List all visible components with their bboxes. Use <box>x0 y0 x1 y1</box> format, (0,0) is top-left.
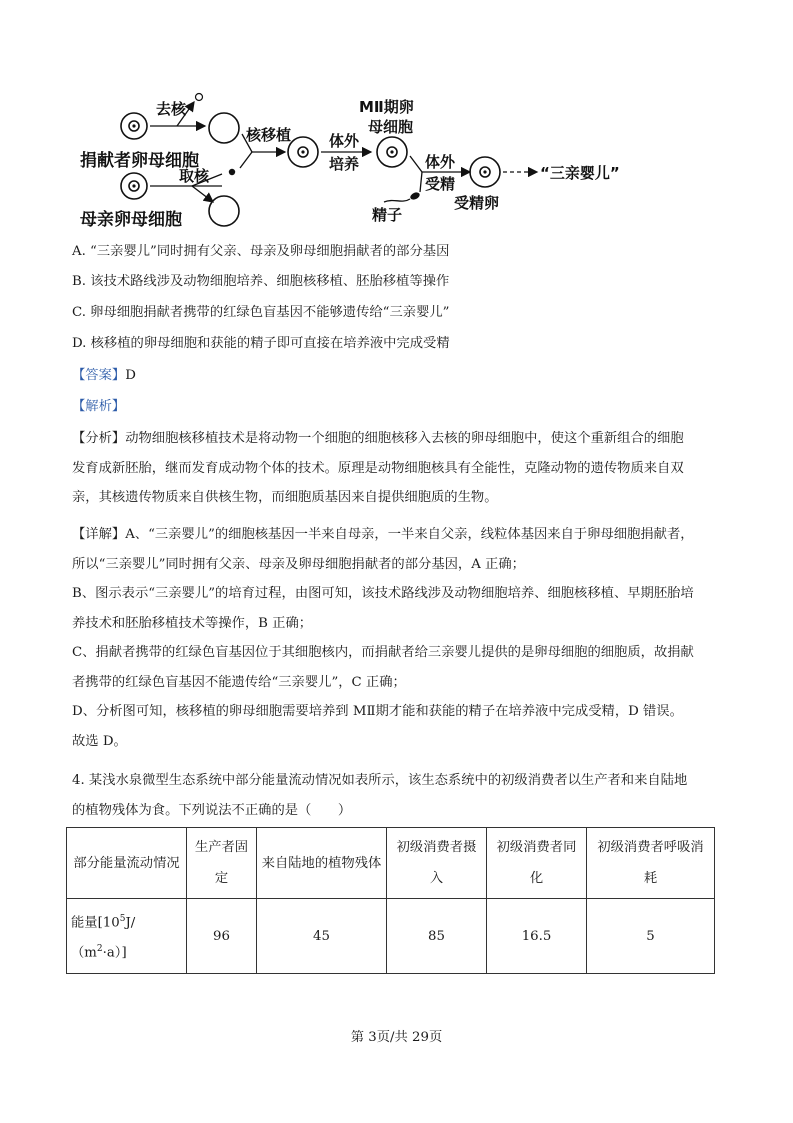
label-fert-top: 体外 <box>425 153 456 171</box>
diagram-svg <box>72 88 652 238</box>
mother-egg-remainder <box>209 196 239 226</box>
analysis-label <box>72 397 125 417</box>
answer-line <box>72 366 136 386</box>
fertilized-egg <box>470 157 500 187</box>
analysis-tag: 【解析】 <box>72 399 126 414</box>
table-row <box>67 899 715 974</box>
donor-egg-cell <box>121 113 147 139</box>
table-header-cell: 部分能量流动情况 <box>67 828 187 899</box>
row-label-cell <box>67 899 187 974</box>
question-4 <box>72 766 722 825</box>
table-cell: 16.5 <box>487 899 587 974</box>
table-header-cell: 生产者固定 <box>187 828 257 899</box>
label-donor: 捐献者卵母细胞 <box>80 151 199 171</box>
option-c: C. 卵母细胞捐献者携带的红绿色盲基因不能够遗传给“三亲婴儿” <box>72 305 450 320</box>
answer-label: 【答案】 <box>72 368 126 383</box>
mii-egg <box>377 137 407 167</box>
fenxi-line-1 <box>72 424 722 454</box>
label-culture-top: 体外 <box>329 132 360 150</box>
reconstructed-egg <box>288 137 318 167</box>
xiangjie-line-6: 者携带的红绿色盲基因不能遗传给“三亲婴儿”，C 正确； <box>72 674 406 690</box>
fert-merge-bottom <box>420 172 422 192</box>
fert-merge-top <box>410 156 422 172</box>
q4-line-1: 4. 某浅水泉微型生态系统中部分能量流动情况如表所示，该生态系统中的初级消费者以生产者和来自陆地 <box>72 773 688 788</box>
mother-nucleus <box>229 169 235 175</box>
xiangjie-paragraph <box>72 520 722 756</box>
option-d: D. 核移植的卵母细胞和获能的精子即可直接在培养液中完成受精 <box>72 336 450 351</box>
table-cell: 45 <box>257 899 387 974</box>
label-mii-line1: MⅡ期卵 <box>359 98 414 116</box>
sperm-icon <box>384 191 421 202</box>
table-header-cell: 初级消费者呼吸消耗 <box>587 828 715 899</box>
enucleated-egg <box>209 113 239 143</box>
table-cell: 85 <box>387 899 487 974</box>
answer-value: D <box>125 368 136 383</box>
xiangjie-line-3: B、图示表示“三亲婴儿”的培育过程，由图可知，该技术路线涉及动物细胞培养、细胞核移植、早期胚胎培 <box>72 586 694 601</box>
row-label-prefix: 能量[10 <box>71 915 120 930</box>
fenxi-text-1: 动物细胞核移植技术是将动物一个细胞的细胞核移入去核的卵母细胞中，使这个重新组合的细胞 <box>125 431 684 446</box>
option-a: A. “三亲婴儿”同时拥有父亲、母亲及卵母细胞捐献者的部分基因 <box>72 244 450 259</box>
label-sperm: 精子 <box>372 206 403 224</box>
table-header-cell: 来自陆地的植物残体 <box>257 828 387 899</box>
fenxi-line-2: 发育成新胚胎，继而发育成动物个体的技术。原理是动物细胞核具有全能性，克隆动物的遗传物质来自双 <box>72 460 684 476</box>
removed-nucleus <box>196 94 203 101</box>
xiangjie-line-7: D、分析图可知，核移植的卵母细胞需要培养到 MⅡ期才能和获能的精子在培养液中完成受精，D 错误。 <box>72 704 683 719</box>
table-header-cell: 初级消费者摄入 <box>387 828 487 899</box>
fenxi-paragraph <box>72 424 722 513</box>
q4-line-2: 的植物残体为食。下列说法不正确的是（ ） <box>72 802 352 818</box>
fenxi-line-3: 亲，其核遗传物质来自供核生物，而细胞质基因来自提供细胞质的生物。 <box>72 490 498 505</box>
xiangjie-line-2: 所以“三亲婴儿”同时拥有父亲、母亲及卵母细胞捐献者的部分基因，A 正确； <box>72 556 525 572</box>
row-label-exp: 5 <box>119 913 126 924</box>
merge-bottom <box>240 152 252 168</box>
label-nuclear-transfer: 核移植 <box>246 126 292 144</box>
arrow-to-remainder <box>192 186 213 202</box>
label-fert-bottom: 受精 <box>425 175 456 193</box>
row-label-suffix: ·a）] <box>102 945 127 961</box>
xiangjie-text-1: A、“三亲婴儿”的细胞核基因一半来自母亲，一半来自父亲，线粒体基因来自于卵母细胞捐献者， <box>125 527 694 542</box>
xiangjie-line-1 <box>72 520 722 550</box>
table-header-row <box>67 828 715 899</box>
label-fertilized-egg: 受精卵 <box>454 194 500 212</box>
label-baby: “三亲婴儿” <box>540 164 620 182</box>
label-enucleate: 去核 <box>156 100 187 118</box>
table-cell: 5 <box>587 899 715 974</box>
mother-egg-cell <box>121 173 147 199</box>
xiangjie-label: 【详解】 <box>72 527 126 542</box>
xiangjie-line-4: 养技术和胚胎移植技术等操作，B 正确； <box>72 615 313 631</box>
label-culture-bottom: 培养 <box>329 155 360 173</box>
table-cell: 96 <box>187 899 257 974</box>
page-footer: 第 3页/共 29页 <box>350 1030 443 1045</box>
option-b: B. 该技术路线涉及动物细胞培养、细胞核移植、胚胎移植等操作 <box>72 274 450 289</box>
energy-flow-table <box>66 827 715 974</box>
row-label-exp2: 2 <box>96 944 103 954</box>
table-header-cell: 初级消费者同化 <box>487 828 587 899</box>
xiangjie-line-8: 故选 D。 <box>72 733 127 749</box>
label-mother: 母亲卵母细胞 <box>80 210 182 230</box>
xiangjie-line-5: C、捐献者携带的红绿色盲基因位于其细胞核内，而捐献者给三亲婴儿提供的是卵母细胞的细胞质，故捐献 <box>72 645 694 660</box>
label-take-nucleus: 取核 <box>179 167 210 185</box>
row-label-mid: J/（m <box>71 915 136 961</box>
fenxi-label: 【分析】 <box>72 431 126 446</box>
label-mii-line2: 母细胞 <box>368 118 414 136</box>
three-parent-baby-diagram <box>72 88 652 238</box>
